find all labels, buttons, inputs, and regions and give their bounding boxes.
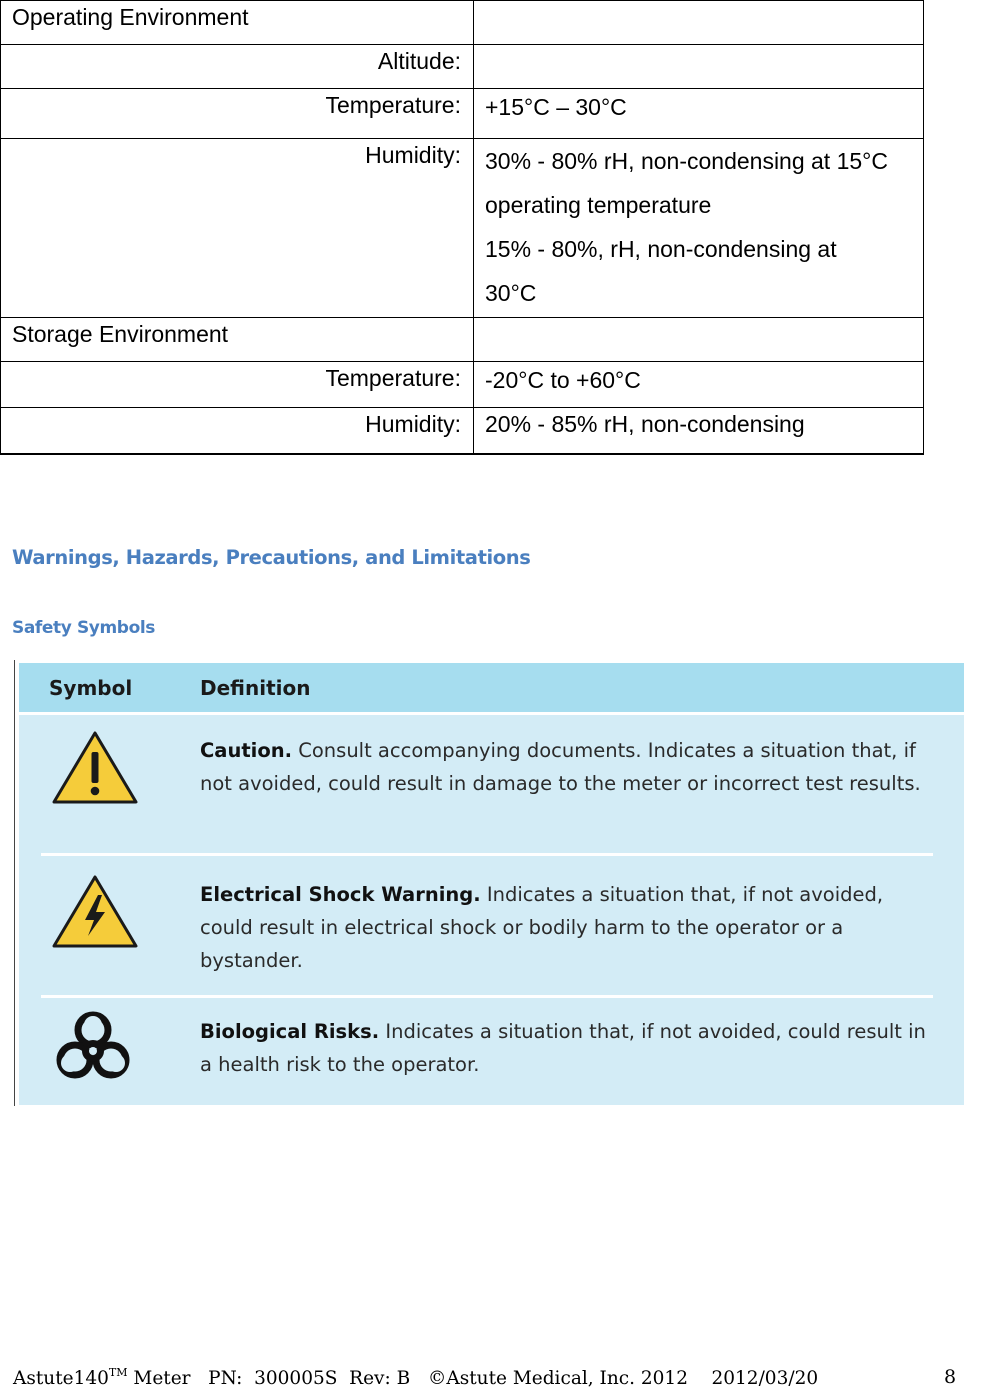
row-divider xyxy=(41,995,933,998)
symbol-row-caution xyxy=(19,730,964,850)
table-row xyxy=(1,89,924,139)
biological-definition xyxy=(200,1015,930,1081)
table-row xyxy=(1,318,924,362)
caution-triangle-icon xyxy=(51,730,139,805)
footer-trademark: TM xyxy=(108,1366,128,1379)
operating-humidity-value xyxy=(474,139,924,318)
storage-humidity-label: Humidity: xyxy=(1,408,474,454)
humidity-line: 30°C xyxy=(485,280,537,306)
footer-details: Meter PN: 300005S Rev: B ©Astute Medical, Inc. 2012 2012/03/20 xyxy=(127,1368,819,1389)
caution-title: Caution. xyxy=(200,739,293,762)
symbol-row-biological xyxy=(19,1008,964,1098)
table-row xyxy=(1,408,924,454)
electrical-shock-icon xyxy=(51,874,139,949)
operating-environment-value xyxy=(474,1,924,45)
symbols-table-header xyxy=(19,663,964,715)
operating-environment-label: Operating Environment xyxy=(1,1,474,45)
table-row xyxy=(1,139,924,318)
storage-temperature-value: -20°C to +60°C xyxy=(474,362,924,408)
safety-symbols-table xyxy=(14,660,964,1106)
definition-column-header: Definition xyxy=(200,676,311,700)
biohazard-icon xyxy=(53,1008,133,1084)
table-row xyxy=(1,362,924,408)
electrical-shock-text: Indicates a situation that, if not avoided, could result in electrical shock or bodily harm to the operator or a bystander. xyxy=(200,883,884,972)
symbols-table-body xyxy=(19,663,964,1105)
biological-text: Indicates a situation that, if not avoided, could result in a health risk to the operator. xyxy=(200,1020,926,1076)
footer-product: Astute140 xyxy=(13,1368,109,1389)
storage-environment-label: Storage Environment xyxy=(1,318,474,362)
table-row xyxy=(1,1,924,45)
table-row xyxy=(1,45,924,89)
operating-temperature-label: Temperature: xyxy=(1,89,474,139)
subsection-heading: Safety Symbols xyxy=(12,618,156,638)
symbol-column-header: Symbol xyxy=(49,676,133,700)
electrical-shock-title: Electrical Shock Warning. xyxy=(200,883,481,906)
section-heading: Warnings, Hazards, Precautions, and Limitations xyxy=(12,546,531,569)
operating-humidity-label: Humidity: xyxy=(1,139,474,318)
storage-temperature-label: Temperature: xyxy=(1,362,474,408)
altitude-label: Altitude: xyxy=(1,45,474,89)
humidity-line: 15% - 80%, rH, non-condensing at xyxy=(485,236,837,262)
humidity-line: 30% - 80% rH, non-condensing at 15°C xyxy=(485,148,888,174)
altitude-value xyxy=(474,45,924,89)
row-divider xyxy=(41,853,933,856)
caution-definition xyxy=(200,734,930,800)
humidity-line: operating temperature xyxy=(485,192,712,218)
storage-humidity-value: 20% - 85% rH, non-condensing xyxy=(474,408,924,454)
operating-temperature-value: +15°C – 30°C xyxy=(474,89,924,139)
caution-text: Consult accompanying documents. Indicates a situation that, if not avoided, could result in damage to the meter or incorrect test results. xyxy=(200,739,921,795)
left-rule xyxy=(14,660,15,1106)
environment-spec-table xyxy=(0,0,924,455)
page-footer xyxy=(13,1366,818,1389)
biological-title: Biological Risks. xyxy=(200,1020,380,1043)
electrical-shock-definition xyxy=(200,878,930,977)
symbol-row-electrical-shock xyxy=(19,874,964,994)
page-number: 8 xyxy=(944,1366,957,1388)
storage-environment-value xyxy=(474,318,924,362)
